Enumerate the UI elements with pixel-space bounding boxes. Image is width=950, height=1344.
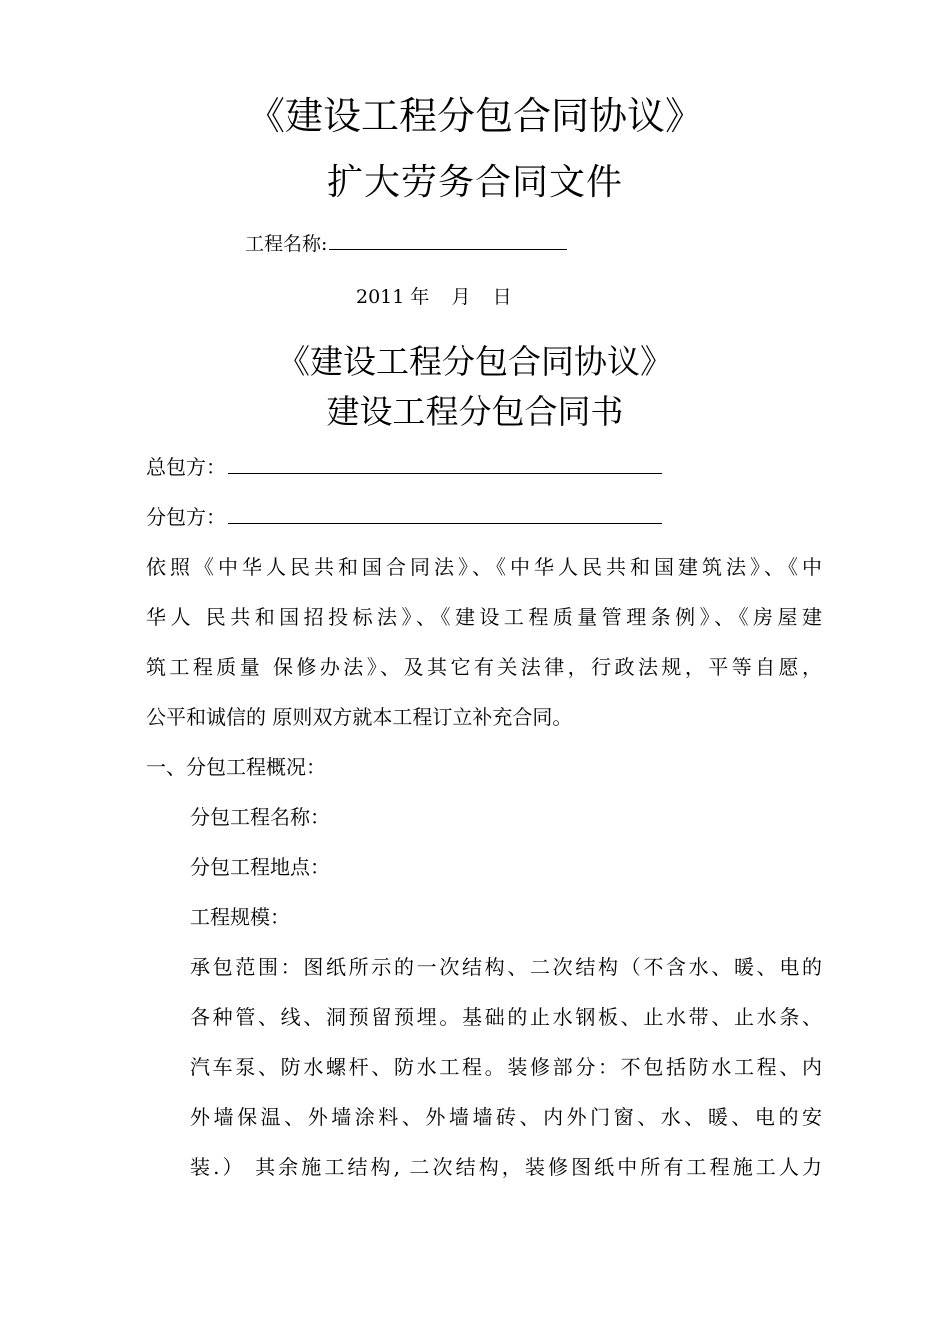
preamble-line: 依照《中华人民共和国合同法》、《中华人民共和国建筑法》、《中 [146,555,822,579]
subproject-name-label: 分包工程名称： [190,805,330,829]
scope-line: 汽车泵、防水螺杆、防水工程。装修部分：不包括防水工程、内 [190,1055,822,1079]
preamble-paragraph [146,542,822,742]
scope-line: 各种管、线、洞预留预埋。基础的止水钢板、止水带、止水条、 [190,1005,822,1029]
scope-paragraph [190,942,822,1192]
document-date [356,283,512,311]
section-heading: 一、分包工程概况： [146,755,326,779]
scope-line: 承包范围：图纸所示的一次结构、二次结构（不含水、暖、电的 [190,955,822,979]
scope-line: 装.） 其余施工结构, 二次结构，装修图纸中所有工程施工人力 [190,1155,822,1179]
general-contractor-blank [228,453,662,474]
project-name-label: 工程名称: [245,233,328,255]
general-contractor-field [146,452,662,482]
contract-subtitle: 建设工程分包合同书 [326,392,624,431]
date-day: 日 [492,286,512,308]
document-title: 《建设工程分包合同协议》 [246,94,703,138]
project-scale-label: 工程规模： [190,905,290,929]
subcontractor-label: 分包方： [146,505,226,529]
preamble-line: 筑工程质量 保修办法》、及其它有关法律，行政法规，平等自愿， [146,655,822,679]
preamble-line: 华人 民共和国招投标法》、《建设工程质量管理条例》、《房屋建 [146,605,822,629]
project-name-blank [329,229,567,250]
project-name-field [245,229,567,258]
general-contractor-label: 总包方： [146,455,226,479]
date-month: 月 [451,286,471,308]
scope-line: 外墙保温、外墙涂料、外墙墙砖、内外门窗、水、暖、电的安 [190,1105,822,1129]
document-subtitle: 扩大劳务合同文件 [326,162,623,203]
subproject-location-label: 分包工程地点： [190,855,330,879]
date-year: 2011 年 [356,286,430,308]
preamble-line: 公平和诚信的 原则双方就本工程订立补充合同。 [146,705,573,729]
contract-title: 《建设工程分包合同协议》 [277,342,673,381]
subcontractor-field [146,502,662,532]
subcontractor-blank [228,503,662,524]
